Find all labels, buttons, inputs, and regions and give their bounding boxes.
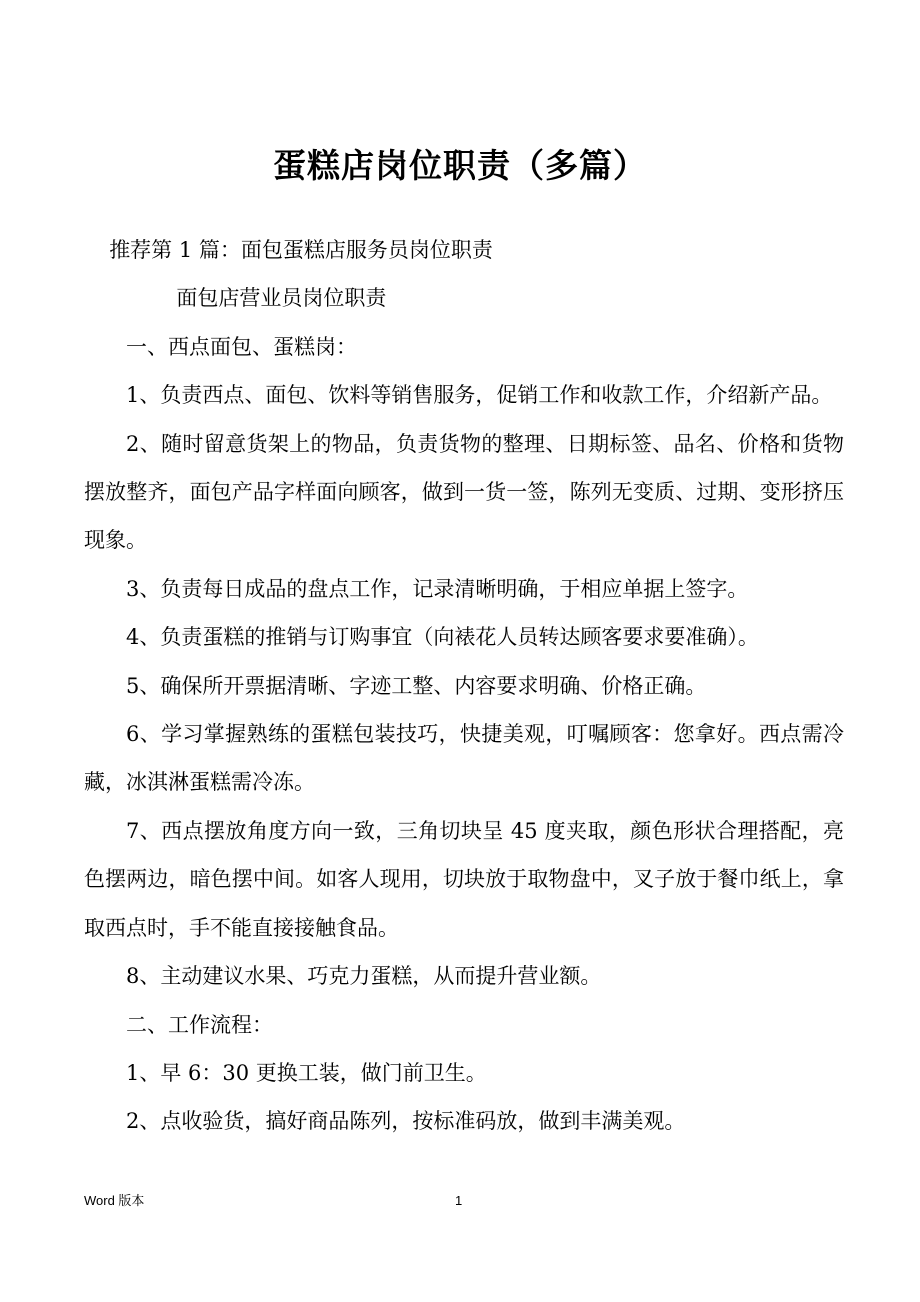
paragraph: 5、确保所开票据清晰、字迹工整、内容要求明确、价格正确。: [126, 673, 707, 698]
document-body: [84, 226, 844, 1146]
document-title: 蛋糕店岗位职责（多篇）: [273, 146, 647, 185]
paragraph: 7、西点摆放角度方向一致，三角切块呈 45 度夹取，颜色形状合理搭配，亮色摆两边，暗色摆中间。如客人现用，切块放于取物盘中，叉子放于餐巾纸上，拿取西点时，手不能直接接触食品。: [84, 818, 844, 940]
paragraph: 2、随时留意货架上的物品，负责货物的整理、日期标签、品名、价格和货物摆放整齐，面包产品字样面向顾客，做到一货一签，陈列无变质、过期、变形挤压现象。: [84, 431, 844, 553]
paragraph: 6、学习掌握熟练的蛋糕包装技巧，快捷美观，叮嘱顾客：您拿好。西点需冷藏，冰淇淋蛋糕需冷冻。: [84, 722, 844, 795]
paragraph: 8、主动建议水果、巧克力蛋糕，从而提升营业额。: [126, 964, 602, 989]
paragraph: 二、工作流程：: [126, 1012, 273, 1037]
recommend-heading: 推荐第 1 篇：面包蛋糕店服务员岗位职责: [109, 238, 493, 262]
page-number: 1: [455, 1193, 463, 1208]
paragraph: 4、负责蛋糕的推销与订购事宜（向裱花人员转达顾客要求要准确）。: [126, 625, 759, 650]
paragraph: 3、负责每日成品的盘点工作，记录清晰明确，于相应单据上签字。: [126, 576, 749, 601]
paragraph: 一、西点面包、蛋糕岗：: [126, 334, 357, 359]
paragraph: 1、早 6：30 更换工装，做门前卫生。: [126, 1060, 487, 1085]
paragraph: 2、点收验货，搞好商品陈列，按标准码放，做到丰满美观。: [126, 1109, 686, 1134]
footer-label: Word 版本: [84, 1193, 145, 1208]
paragraph: 1、负责西点、面包、饮料等销售服务，促销工作和收款工作，介绍新产品。: [126, 383, 833, 408]
section-subtitle: 面包店营业员岗位职责: [176, 286, 387, 311]
